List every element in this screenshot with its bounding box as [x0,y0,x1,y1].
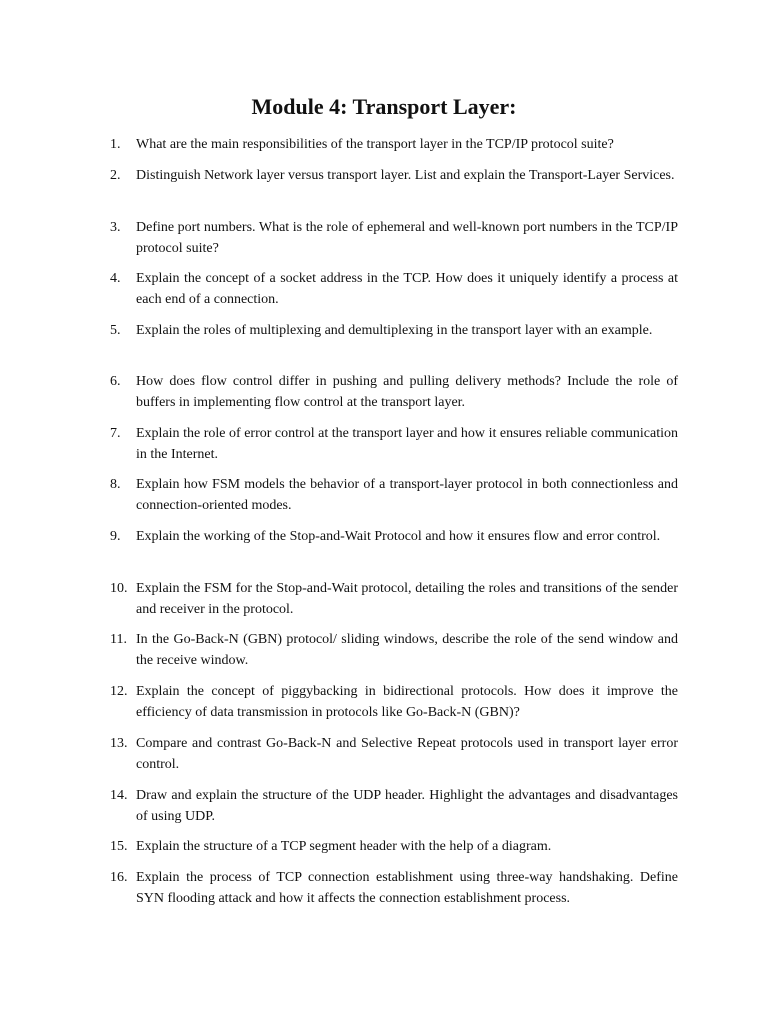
question-text: In the Go-Back-N (GBN) protocol/ sliding windows, describe the role of the send window and the receive window. [136,632,678,668]
question-item [110,423,678,465]
question-item [110,526,678,547]
question-number: 7. [110,426,121,441]
question-text: How does flow control differ in pushing and pulling delivery methods? Include the role of buffers in implementing flow control at the transport layer. [136,374,678,410]
question-text: Explain the concept of piggybacking in bidirectional protocols. How does it improve the efficiency of data transmission in protocols like Go-Back-N (GBN)? [136,684,678,720]
question-item [110,474,678,516]
question-text: What are the main responsibilities of the transport layer in the TCP/IP protocol suite? [136,137,614,152]
question-text: Explain the working of the Stop-and-Wait Protocol and how it ensures flow and error control. [136,529,661,544]
question-number: 5. [110,323,121,338]
question-number: 8. [110,477,121,492]
question-number: 15. [110,839,128,854]
question-number: 4. [110,271,121,286]
question-text: Explain the role of error control at the transport layer and how it ensures reliable communication in the Internet. [136,426,678,462]
question-item [110,867,678,909]
page-title: Module 4: Transport Layer: [251,94,517,119]
question-text: Draw and explain the structure of the UDP header. Highlight the advantages and disadvantages of using UDP. [136,788,678,824]
question-text: Explain the FSM for the Stop-and-Wait protocol, detailing the roles and transitions of the sender and receiver in the protocol. [136,581,678,617]
question-item [110,268,678,310]
question-number: 12. [110,684,128,699]
question-number: 6. [110,374,121,389]
question-text: Explain the process of TCP connection establishment using three-way handshaking. Define SYN flooding attack and how it affects the connection establishment process. [136,870,678,906]
question-item [110,578,678,620]
question-number: 10. [110,581,128,596]
question-number: 1. [110,137,121,152]
question-number: 2. [110,168,121,183]
question-item [110,217,678,259]
question-number: 13. [110,736,128,751]
question-item [110,165,678,186]
question-text: Explain how FSM models the behavior of a transport-layer protocol in both connectionless and connection-oriented modes. [136,477,678,513]
question-text: Define port numbers. What is the role of ephemeral and well-known port numbers in the TCP/IP protocol suite? [136,220,678,256]
question-item [110,681,678,723]
question-number: 9. [110,529,121,544]
question-item [110,785,678,827]
question-text: Explain the roles of multiplexing and demultiplexing in the transport layer with an example. [136,323,653,338]
question-item [110,836,678,857]
question-number: 11. [110,632,127,647]
question-item [110,629,678,671]
question-text: Explain the structure of a TCP segment header with the help of a diagram. [136,839,552,854]
question-number: 14. [110,788,128,803]
question-item [110,733,678,775]
question-number: 3. [110,220,121,235]
question-item [110,371,678,413]
question-item [110,134,678,155]
question-number: 16. [110,870,128,885]
question-text: Compare and contrast Go-Back-N and Selective Repeat protocols used in transport layer error control. [136,736,678,772]
question-text: Explain the concept of a socket address in the TCP. How does it uniquely identify a process at each end of a connection. [136,271,678,307]
question-text: Distinguish Network layer versus transport layer. List and explain the Transport-Layer Services. [136,168,675,183]
question-item [110,320,678,341]
